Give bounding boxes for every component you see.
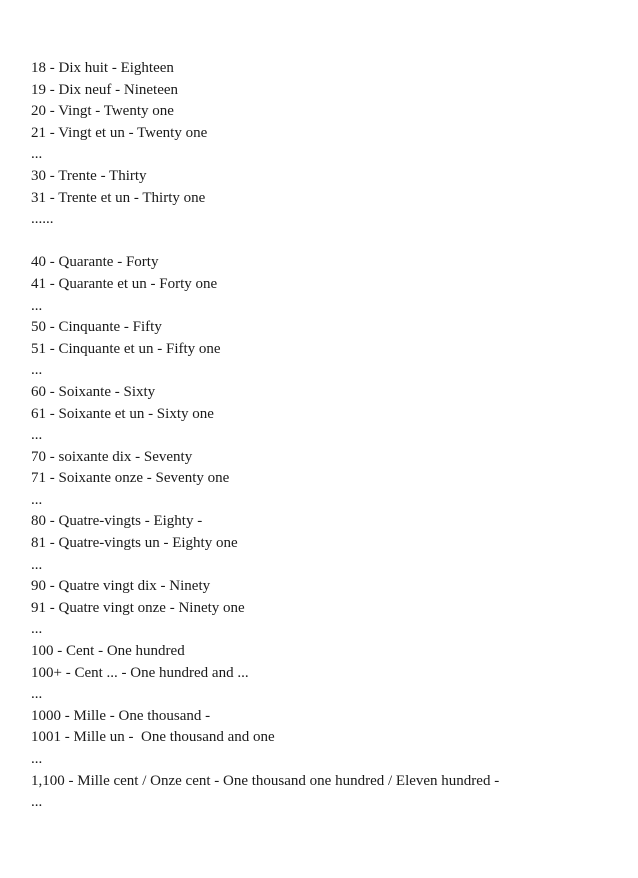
ellipsis-line: ...: [31, 297, 43, 314]
text-line: 18 - Dix huit - Eighteen: [31, 60, 174, 76]
text-line: 90 - Quatre vingt dix - Ninety: [31, 578, 211, 595]
text-line: 1001 - Mille un - One thousand and one: [31, 729, 275, 746]
text-line: 80 - Quatre-vingts - Eighty -: [31, 513, 203, 530]
text-line: 100+ - Cent ... - One hundred and ...: [31, 664, 249, 681]
ellipsis-line: ...: [31, 686, 43, 703]
text-line: 50 - Cinquante - Fifty: [31, 319, 162, 336]
text-line: 30 - Trente - Thirty: [31, 167, 147, 184]
text-line: 40 - Quarante - Forty: [31, 254, 159, 271]
text-line: 71 - Soixante onze - Seventy one: [31, 470, 230, 487]
ellipsis-line: ...: [31, 146, 43, 163]
text-line: 70 - soixante dix - Seventy: [31, 448, 193, 465]
text-line: 51 - Cinquante et un - Fifty one: [31, 340, 221, 357]
ellipsis-line: ...: [31, 621, 43, 638]
ellipsis-line: ......: [31, 211, 54, 228]
text-line: 1,100 - Mille cent / Onze cent - One thousand one hundred / Eleven hundred -: [31, 772, 500, 789]
number-list: [31, 58, 621, 814]
blank-line: [31, 231, 621, 253]
ellipsis-line: ...: [31, 794, 43, 811]
ellipsis-line: ...: [31, 751, 43, 767]
text-line: 1000 - Mille - One thousand -: [31, 707, 211, 724]
text-line: 61 - Soixante et un - Sixty one: [31, 405, 214, 422]
text-line: 21 - Vingt et un - Twenty one: [31, 124, 208, 141]
ellipsis-line: ...: [31, 556, 43, 573]
text-line: 20 - Vingt - Twenty one: [31, 103, 174, 120]
text-line: 31 - Trente et un - Thirty one: [31, 189, 206, 206]
text-line: 60 - Soixante - Sixty: [31, 383, 156, 400]
text-line: 100 - Cent - One hundred: [31, 643, 185, 660]
ellipsis-line: ...: [31, 427, 43, 444]
text-line: 19 - Dix neuf - Nineteen: [31, 81, 179, 98]
text-line: 41 - Quarante et un - Forty one: [31, 275, 218, 292]
ellipsis-line: ...: [31, 362, 43, 379]
ellipsis-line: ...: [31, 491, 43, 508]
text-line: 81 - Quatre-vingts un - Eighty one: [31, 535, 238, 552]
text-line: 91 - Quatre vingt onze - Ninety one: [31, 599, 245, 616]
